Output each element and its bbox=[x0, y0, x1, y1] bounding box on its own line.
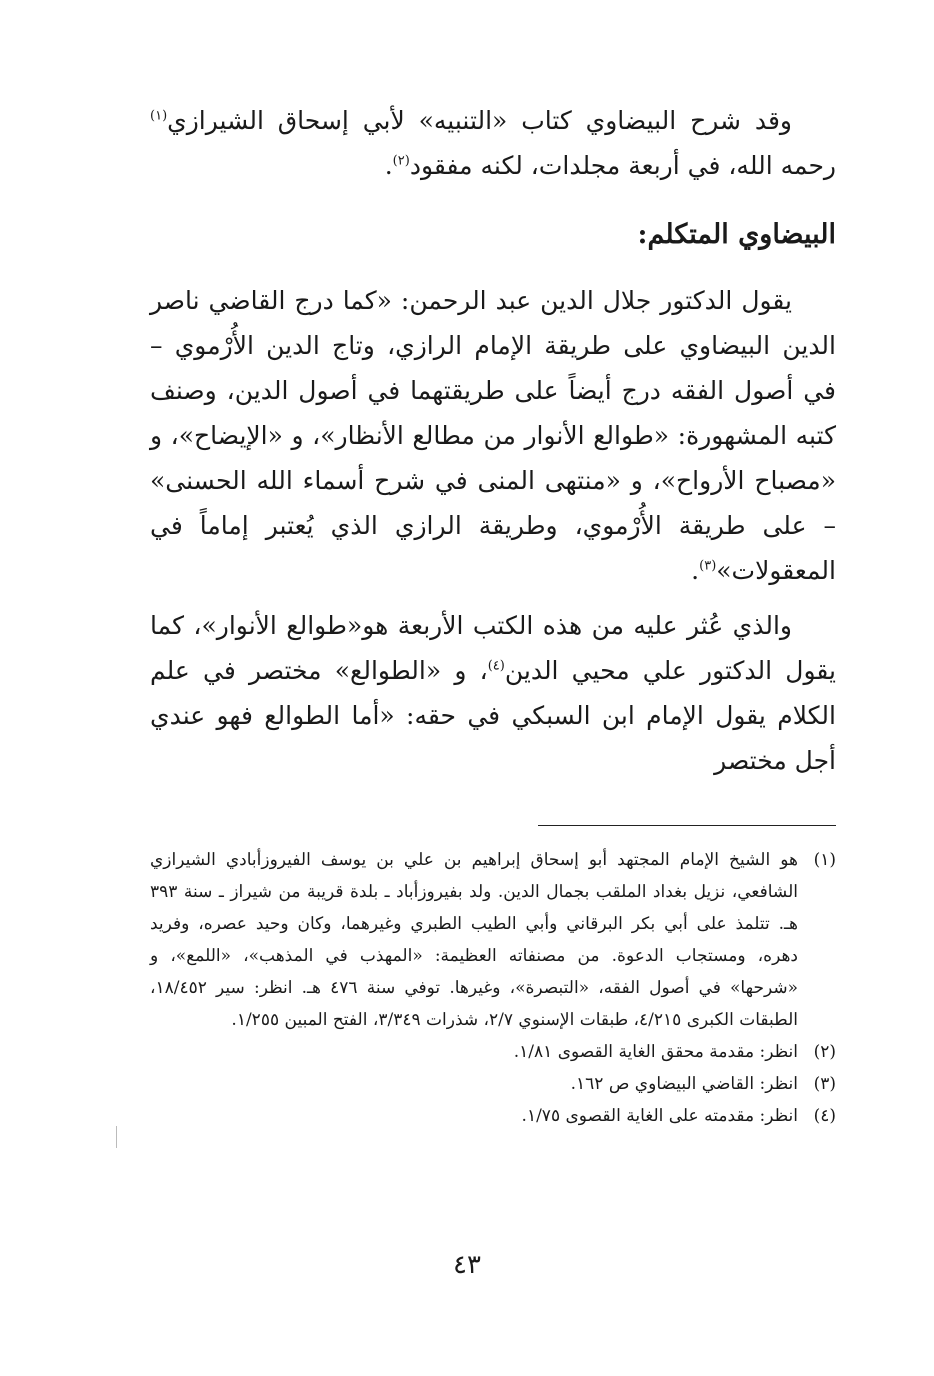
paragraph-1-end: . bbox=[384, 151, 393, 180]
footnote-3 bbox=[150, 1068, 836, 1100]
footnote-4 bbox=[150, 1100, 836, 1132]
paragraph-3-text-b: ، و «الطوالع» مختصر في علم الكلام يقول الإمام ابن السبكي في حقه: «أما الطوالع فهو عندي أجل مختصر bbox=[150, 656, 836, 775]
paragraph-2 bbox=[150, 278, 836, 593]
paragraph-3 bbox=[150, 603, 836, 783]
footnote-4-text: انظر: مقدمته على الغاية القصوى ١/٧٥. bbox=[521, 1106, 798, 1126]
paragraph-1-text: وقد شرح البيضاوي كتاب «التنبيه» لأبي إسحاق الشيرازي bbox=[167, 106, 792, 135]
footnote-2 bbox=[150, 1036, 836, 1068]
footnotes bbox=[150, 844, 836, 1132]
book-page bbox=[150, 98, 836, 1132]
footnote-1-number: (١) bbox=[813, 850, 836, 870]
footnote-2-text: انظر: مقدمة محقق الغاية القصوى ١/٨١. bbox=[513, 1042, 798, 1062]
paragraph-3-text: والذي عُثر عليه من هذه الكتب الأربعة هو«طوالع الأنوار»، كما يقول الدكتور علي محيي الدين bbox=[150, 611, 836, 685]
footnote-3-number: (٣) bbox=[813, 1074, 836, 1094]
footnote-2-number: (٢) bbox=[813, 1042, 836, 1062]
paragraph-2-end: . bbox=[691, 556, 700, 585]
main-text bbox=[150, 98, 836, 783]
footnote-1 bbox=[150, 844, 836, 1036]
section-heading: البيضاوي المتكلم: bbox=[637, 219, 836, 250]
paragraph-2-text: يقول الدكتور جلال الدين عبد الرحمن: «كما درج القاضي ناصر الدين البيضاوي على طريقة الإمام الرازي، وتاج الدين الأُرْموي – في أصول الفقه درج أيضاً على طريقتهما في أصول الدين، وصنف كتبه المشهورة: «طوالع الأنوار من مطالع الأنظار»، و «الإيضاح»، و «مصباح الأرواح»، و «منتهى المنى في شرح أسماء الله الحسنى» – على طريقة الأُرْموي، وطريقة الرازي الذي يُعتبر إماماً في المعقولات» bbox=[150, 286, 836, 585]
footnote-ref-2[interactable]: (٢) bbox=[392, 153, 410, 169]
page-number: ٤٣ bbox=[453, 1250, 481, 1280]
footnote-separator bbox=[538, 825, 836, 826]
footnote-4-number: (٤) bbox=[813, 1106, 836, 1126]
margin-mark bbox=[116, 1126, 117, 1148]
footnote-3-text: انظر: القاضي البيضاوي ص ١٦٢. bbox=[570, 1074, 798, 1094]
footnote-ref-3[interactable]: (٣) bbox=[699, 558, 717, 574]
footnote-ref-1[interactable]: (١) bbox=[150, 108, 168, 124]
paragraph-1-text-b: رحمه الله، في أربعة مجلدات، لكنه مفقود bbox=[409, 151, 836, 180]
paragraph-1 bbox=[150, 98, 836, 188]
footnote-ref-4[interactable]: (٤) bbox=[487, 658, 505, 674]
footnote-1-text: هو الشيخ الإمام المجتهد أبو إسحاق إبراهيم بن علي بن يوسف الفيروزأبادي الشيرازي الشافعي، نزيل بغداد الملقب بجمال الدين. ولد بفيروزأباد ـ بلدة قريبة من شيراز ـ سنة ٣٩٣ هـ. تتلمذ على أبي بكر البرقاني وأبي الطيب الطبري وغيرهما، وكان وحيد عصره، وفريد دهره، ومستجاب الدعوة. من مصنفاته العظيمة: «المهذب في المذهب»، «اللمع»، و «شرحها» في أصول الفقه، «التبصرة»، وغيرها. توفي سنة ٤٧٦ هـ. انظر: سير ١٨/٤٥٢، الطبقات الكبرى ٤/٢١٥، طبقات الإسنوي ٢/٧، شذرات ٣/٣٤٩، الفتح المبين ١/٢٥٥. bbox=[150, 850, 798, 1030]
